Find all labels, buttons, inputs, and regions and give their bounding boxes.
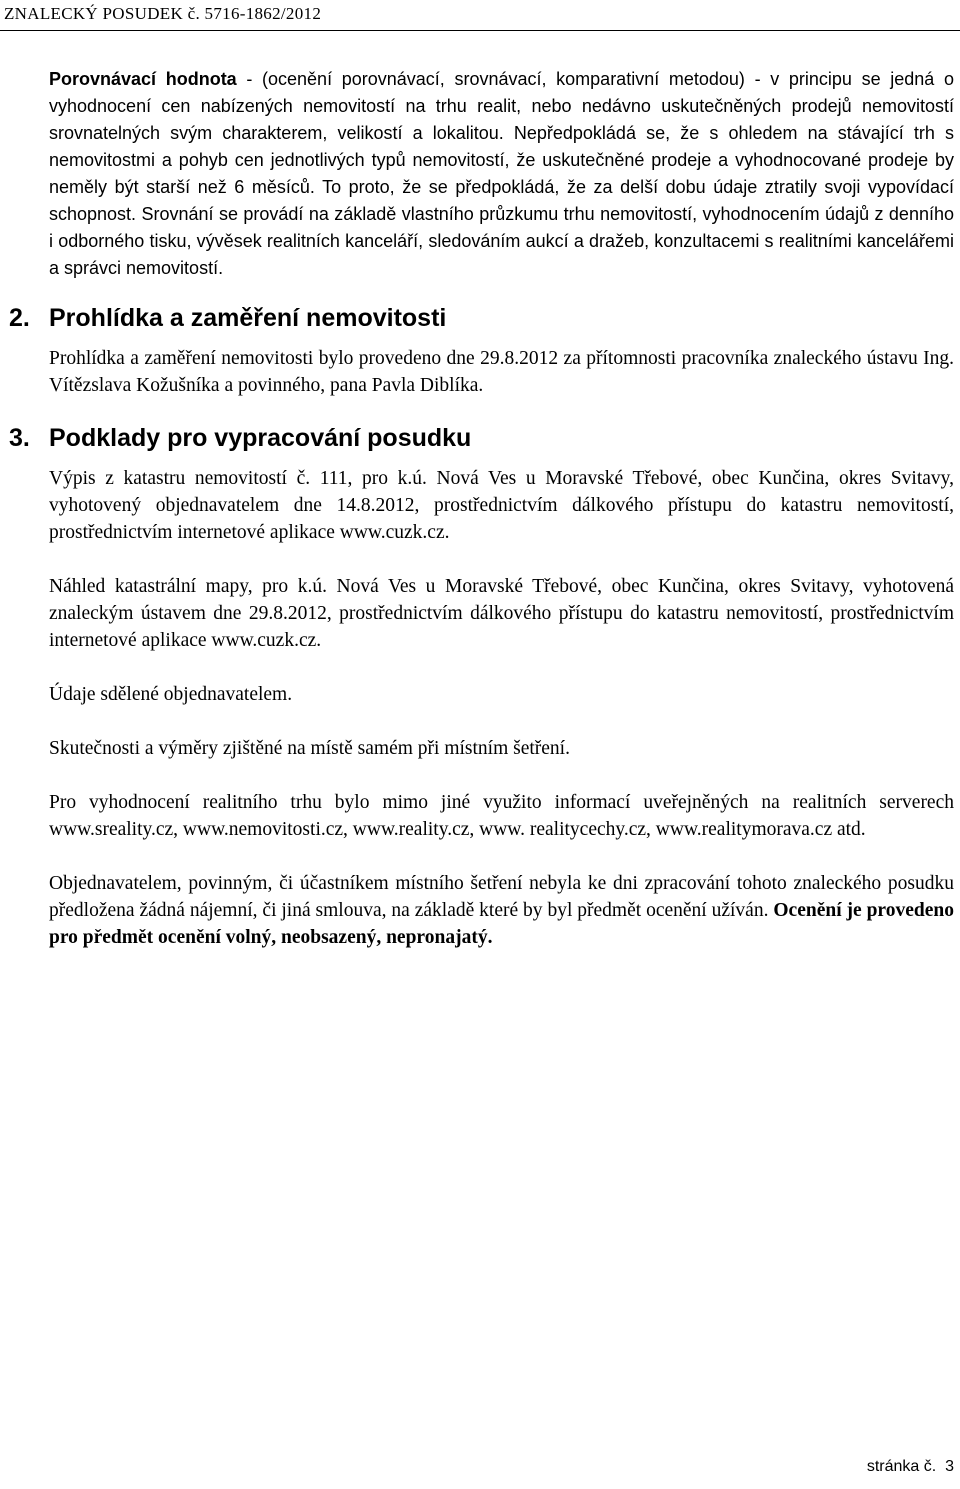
page-footer — [867, 1458, 954, 1476]
page-header — [0, 0, 960, 31]
section-3-last-bold: Ocenění je provedeno pro předmět ocenění volný, neobsazený, nepronajatý. — [49, 900, 954, 948]
section-3-heading — [9, 423, 954, 453]
page-label: stránka č. — [866, 1458, 937, 1475]
section-3-paragraph-5: Pro vyhodnocení realitního trhu bylo mimo jiné využito informací uveřejněných na realitních serverech www.sreality.cz, www.nemovitosti.cz, www.reality.cz, www. realitycechy.cz, www.realitymorava.cz atd. — [49, 792, 954, 840]
section-3-paragraph-6 — [49, 870, 954, 951]
section-2-title: Prohlídka a zaměření nemovitosti — [49, 304, 447, 332]
page-number: 3 — [945, 1458, 954, 1475]
section-3-paragraph-3: Údaje sdělené objednavatelem. — [49, 684, 293, 705]
intro-term: Porovnávací hodnota — [49, 69, 237, 89]
section-3-last-text: Objednavatelem, povinným, či účastníkem místního šetření nebyla ke dni zpracování tohoto znaleckého posudku předložena žádná nájemní, či jiná smlouva, na základě které by byl předmět ocenění užíván. — [49, 873, 954, 921]
intro-definition: - (ocenění porovnávací, srovnávací, komparativní metodou) - v principu se jedná o vyhodnocení cen nabízených nemovitostí na trhu realit, nebo nedávno uskutečněných prodejů nemovitostí srovnatelných svým charakterem, velikostí a lokalitou. — [49, 69, 954, 143]
section-2-paragraph: Prohlídka a zaměření nemovitosti bylo provedeno dne 29.8.2012 za přítomnosti pracovníka znaleckého ústavu Ing. Vítězslava Kožušníka a povinného, pana Pavla Diblíka. — [49, 348, 954, 396]
section-3-title: Podklady pro vypracování posudku — [49, 424, 472, 452]
intro-text: Nepředpokládá se, že s ohledem na stávající trh s nemovitostmi a pohyb cen jednotlivých typů nemovitostí, že uskutečněné prodeje a vyhodnocované prodeje by neměly být starší než 6 měsíců. To proto, že se předpokládá, že za delší dobu údaje ztratily svoji vypovídací schopnost. Srovnání se provádí na základě vlastního průzkumu trhu nemovitostí, vyhodnocením údajů z denního i odborného tisku, vývěsek realitních kanceláří, sledováním aukcí a dražeb, konzultacemi s realitními kancelářemi a správci nemovitostí. — [49, 123, 955, 278]
section-2-heading — [9, 303, 954, 333]
document-body — [9, 66, 955, 951]
section-3-paragraph-4: Skutečnosti a výměry zjištěné na místě samém při místním šetření. — [49, 738, 570, 759]
intro-paragraph — [49, 66, 954, 282]
report-number: ZNALECKÝ POSUDEK č. 5716-1862/2012 — [4, 4, 322, 23]
section-3-paragraph-1: Výpis z katastru nemovitostí č. 111, pro k.ú. Nová Ves u Moravské Třebové, obec Kunčina, okres Svitavy, vyhotovený objednavatelem dne 14.8.2012, prostřednictvím dálkového přístupu do katastru nemovitostí, prostřednictvím internetové aplikace www.cuzk.cz. — [49, 468, 954, 543]
section-2-number: 2. — [9, 304, 30, 332]
section-3-number: 3. — [9, 424, 30, 452]
section-3-paragraph-2: Náhled katastrální mapy, pro k.ú. Nová Ves u Moravské Třebové, obec Kunčina, okres Svitavy, vyhotovená znaleckým ústavem dne 29.8.2012, prostřednictvím dálkového přístupu do katastru nemovitostí, prostřednictvím internetové aplikace www.cuzk.cz. — [49, 576, 954, 651]
